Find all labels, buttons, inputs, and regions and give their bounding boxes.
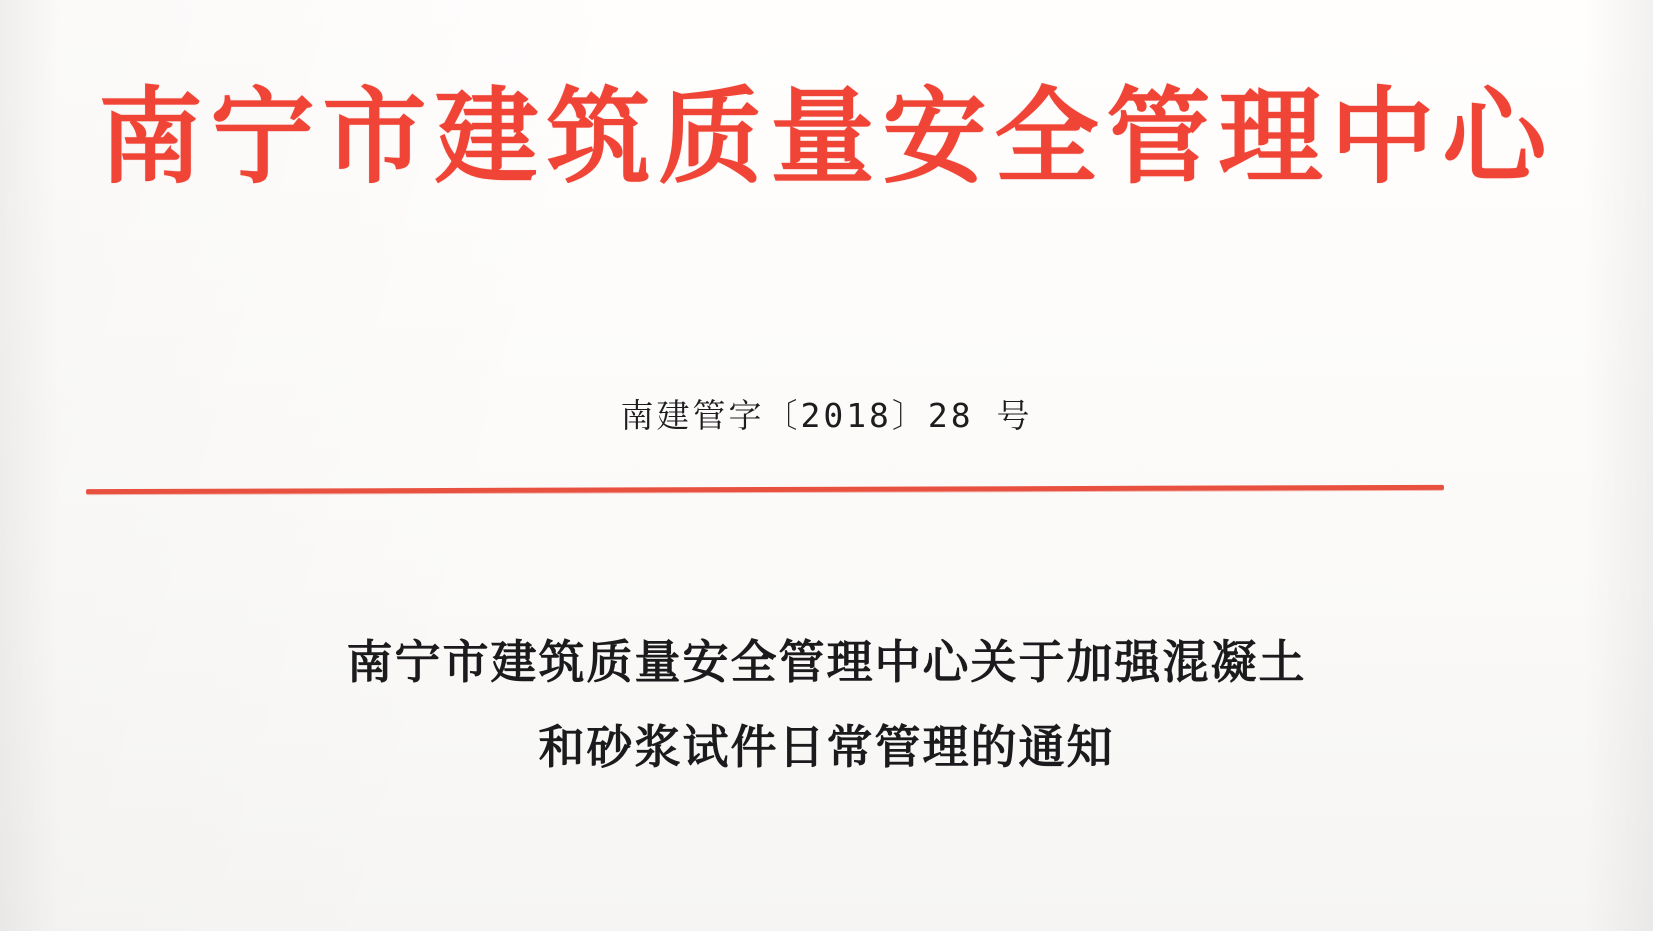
document-masthead: 南宁市建筑质量安全管理中心 <box>98 75 1555 198</box>
document-title-line-1: 南宁市建筑质量安全管理中心关于加强混凝土 <box>346 635 1307 689</box>
document-title-line-2: 和砂浆试件日常管理的通知 <box>538 720 1115 775</box>
red-separator-rule <box>86 485 1444 494</box>
document-title <box>0 620 1653 790</box>
document-number: 南建管字〔2018〕28 号 <box>620 396 1033 435</box>
